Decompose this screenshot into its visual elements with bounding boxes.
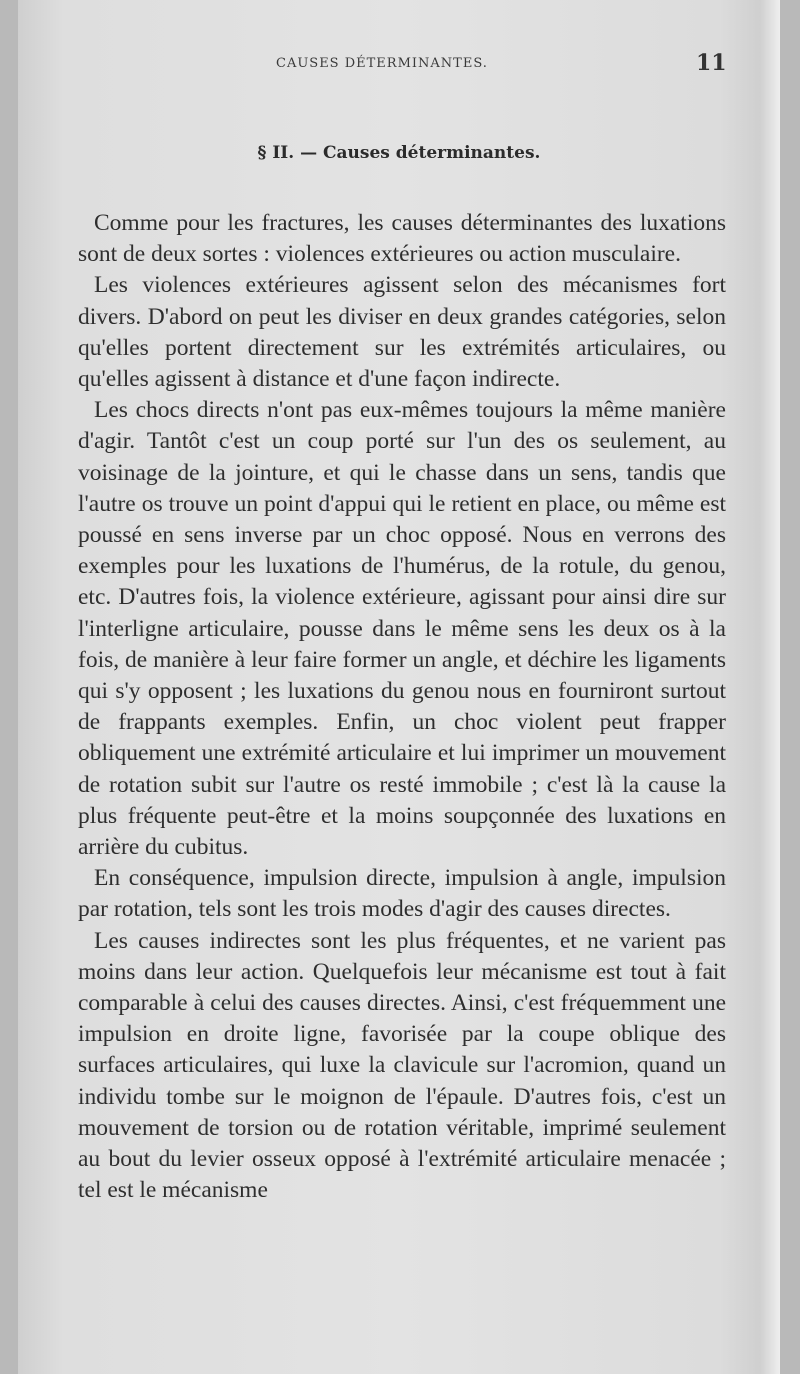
body-text xyxy=(78,208,726,1207)
paragraph: Les chocs directs n'ont pas eux-mêmes toujours la même manière d'agir. Tantôt c'est un coup porté sur l'un des os seulement, au voisinage de la jointure, et qui le chasse dans un sens, tandis que l'autre os trouve un point d'appui qui le retient en place, ou même est poussé en sens inverse par un choc opposé. Nous en verrons des exemples pour les luxations de l'humérus, de la rotule, du genou, etc. D'autres fois, la violence extérieure, agissant pour ainsi dire sur l'interligne articulaire, pousse dans le même sens les deux os à la fois, de manière à leur faire former un angle, et déchire les ligaments qui s'y opposent ; les luxations du genou nous en fourniront surtout de frappants exemples. Enfin, un choc violent peut frapper obliquement une extrémité articulaire et lui imprimer un mouvement de rotation subit sur l'autre os resté immobile ; c'est là la cause la plus fréquente peut-être et la moins soupçonnée des luxations en arrière du cubitus. xyxy=(78,397,726,861)
section-heading: § II. — Causes déterminantes. xyxy=(257,143,541,163)
running-head: CAUSES DÉTERMINANTES. xyxy=(276,56,488,71)
paragraph: En conséquence, impulsion directe, impulsion à angle, impulsion par rotation, tels sont les trois modes d'agir des causes directes. xyxy=(78,865,726,923)
paragraph: Les violences extérieures agissent selon des mécanismes fort divers. D'abord on peut les diviser en deux grandes catégories, selon qu'elles portent directement sur les extrémités articulaires, ou qu'elles agissent à distance et d'une façon indirecte. xyxy=(78,272,726,393)
page-number: 11 xyxy=(696,50,727,76)
paragraph: Les causes indirectes sont les plus fréquentes, et ne varient pas moins dans leur action. Quelquefois leur mécanisme est tout à fait comparable à celui des causes directes. Ainsi, c'est fréquemment une impulsion en droite ligne, favorisée par la coupe oblique des surfaces articulaires, qui luxe la clavicule sur l'acromion, quand un individu tombe sur le moignon de l'épaule. D'autres fois, c'est un mouvement de torsion ou de rotation véritable, imprimé seulement au bout du levier osseux opposé à l'extrémité articulaire menacée ; tel est le mécanisme xyxy=(78,927,726,1204)
page-header xyxy=(18,50,780,80)
book-page xyxy=(18,0,780,1374)
paragraph: Comme pour les fractures, les causes déterminantes des luxations sont de deux sortes : violences extérieures ou action musculaire. xyxy=(78,210,726,268)
page-edge xyxy=(760,0,780,1374)
